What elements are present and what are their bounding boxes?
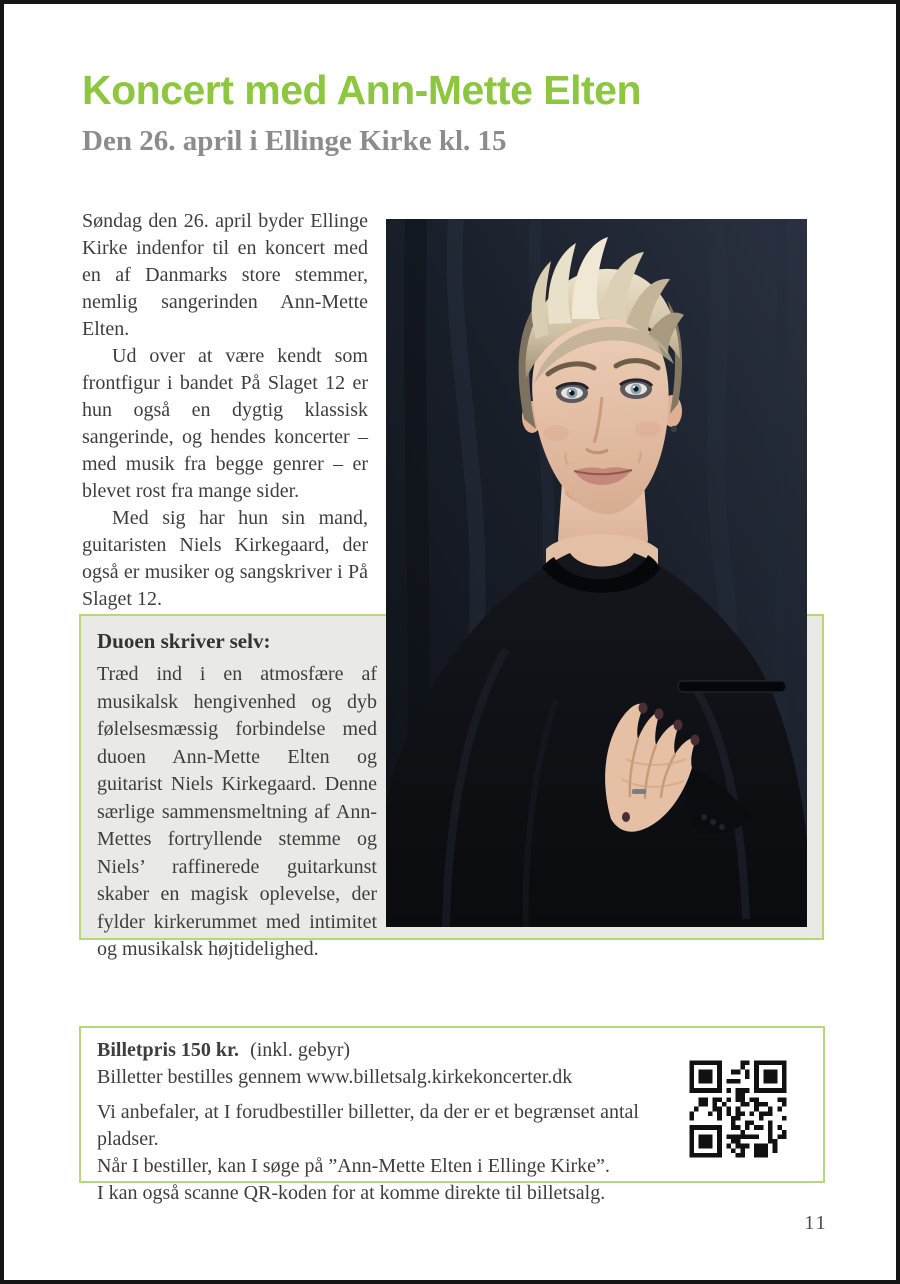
portrait-photo <box>386 219 807 927</box>
ticket-advice-line: Når I bestiller, kan I søge på ”Ann-Mette Elten i Ellinge Kirke”. <box>97 1155 610 1177</box>
article-body <box>82 208 368 613</box>
page-number: 11 <box>804 1212 828 1234</box>
ticket-order-line: Billetter bestilles gennem www.billetsalg.kirkekoncerter.dk <box>97 1066 573 1088</box>
qr-code-icon <box>671 1042 805 1176</box>
ticket-info-text <box>97 1037 677 1207</box>
article-paragraph: Ud over at være kendt som frontfigur i bandet På Slaget 12 er hun også en dygtig klassisk sangerinde, og hendes koncerter – med musik fra begge genrer – er blevet rost fra mange sider. <box>82 345 368 502</box>
ticket-advice-line: Vi anbefaler, at I forudbestiller billetter, da der er et begrænset antal pladser. <box>97 1101 639 1150</box>
article-paragraph: Med sig har hun sin mand, guitaristen Niels Kirkegaard, der også er musiker og sangskriver i På Slaget 12. <box>82 507 368 610</box>
ticket-advice-line: I kan også scanne QR-koden for at komme direkte til billetsalg. <box>97 1182 606 1204</box>
quote-box-content <box>97 628 377 964</box>
ticket-price-line <box>97 1037 677 1064</box>
page-title: Koncert med Ann-Mette Elten <box>82 67 642 113</box>
article-paragraph: Søndag den 26. april byder Ellinge Kirke indenfor til en koncert med en af Danmarks store stemmer, nemlig sangerinden Ann-Mette Elten. <box>82 210 368 340</box>
ticket-price: Billetpris 150 kr. <box>97 1039 240 1061</box>
page-subtitle: Den 26. april i Ellinge Kirke kl. 15 <box>82 125 507 157</box>
quote-box-heading: Duoen skriver selv: <box>97 629 271 653</box>
ticket-price-note: (inkl. gebyr) <box>250 1039 351 1061</box>
portrait-illustration <box>386 219 807 927</box>
ticket-info-box <box>79 1026 825 1204</box>
quote-box-text: Træd ind i en atmosfære af musikalsk hengivenhed og dyb følelsesmæssig forbindelse med duoen Ann-Mette Elten og guitarist Niels Kirkegaard. Denne særlige sammensmeltning af Ann-Mettes fortryllende stemme og Niels’ raffinerede guitarkunst skaber en magisk oplevelse, der fylder kirkerummet med intimitet og musikalsk højtidelighed. <box>97 663 377 960</box>
